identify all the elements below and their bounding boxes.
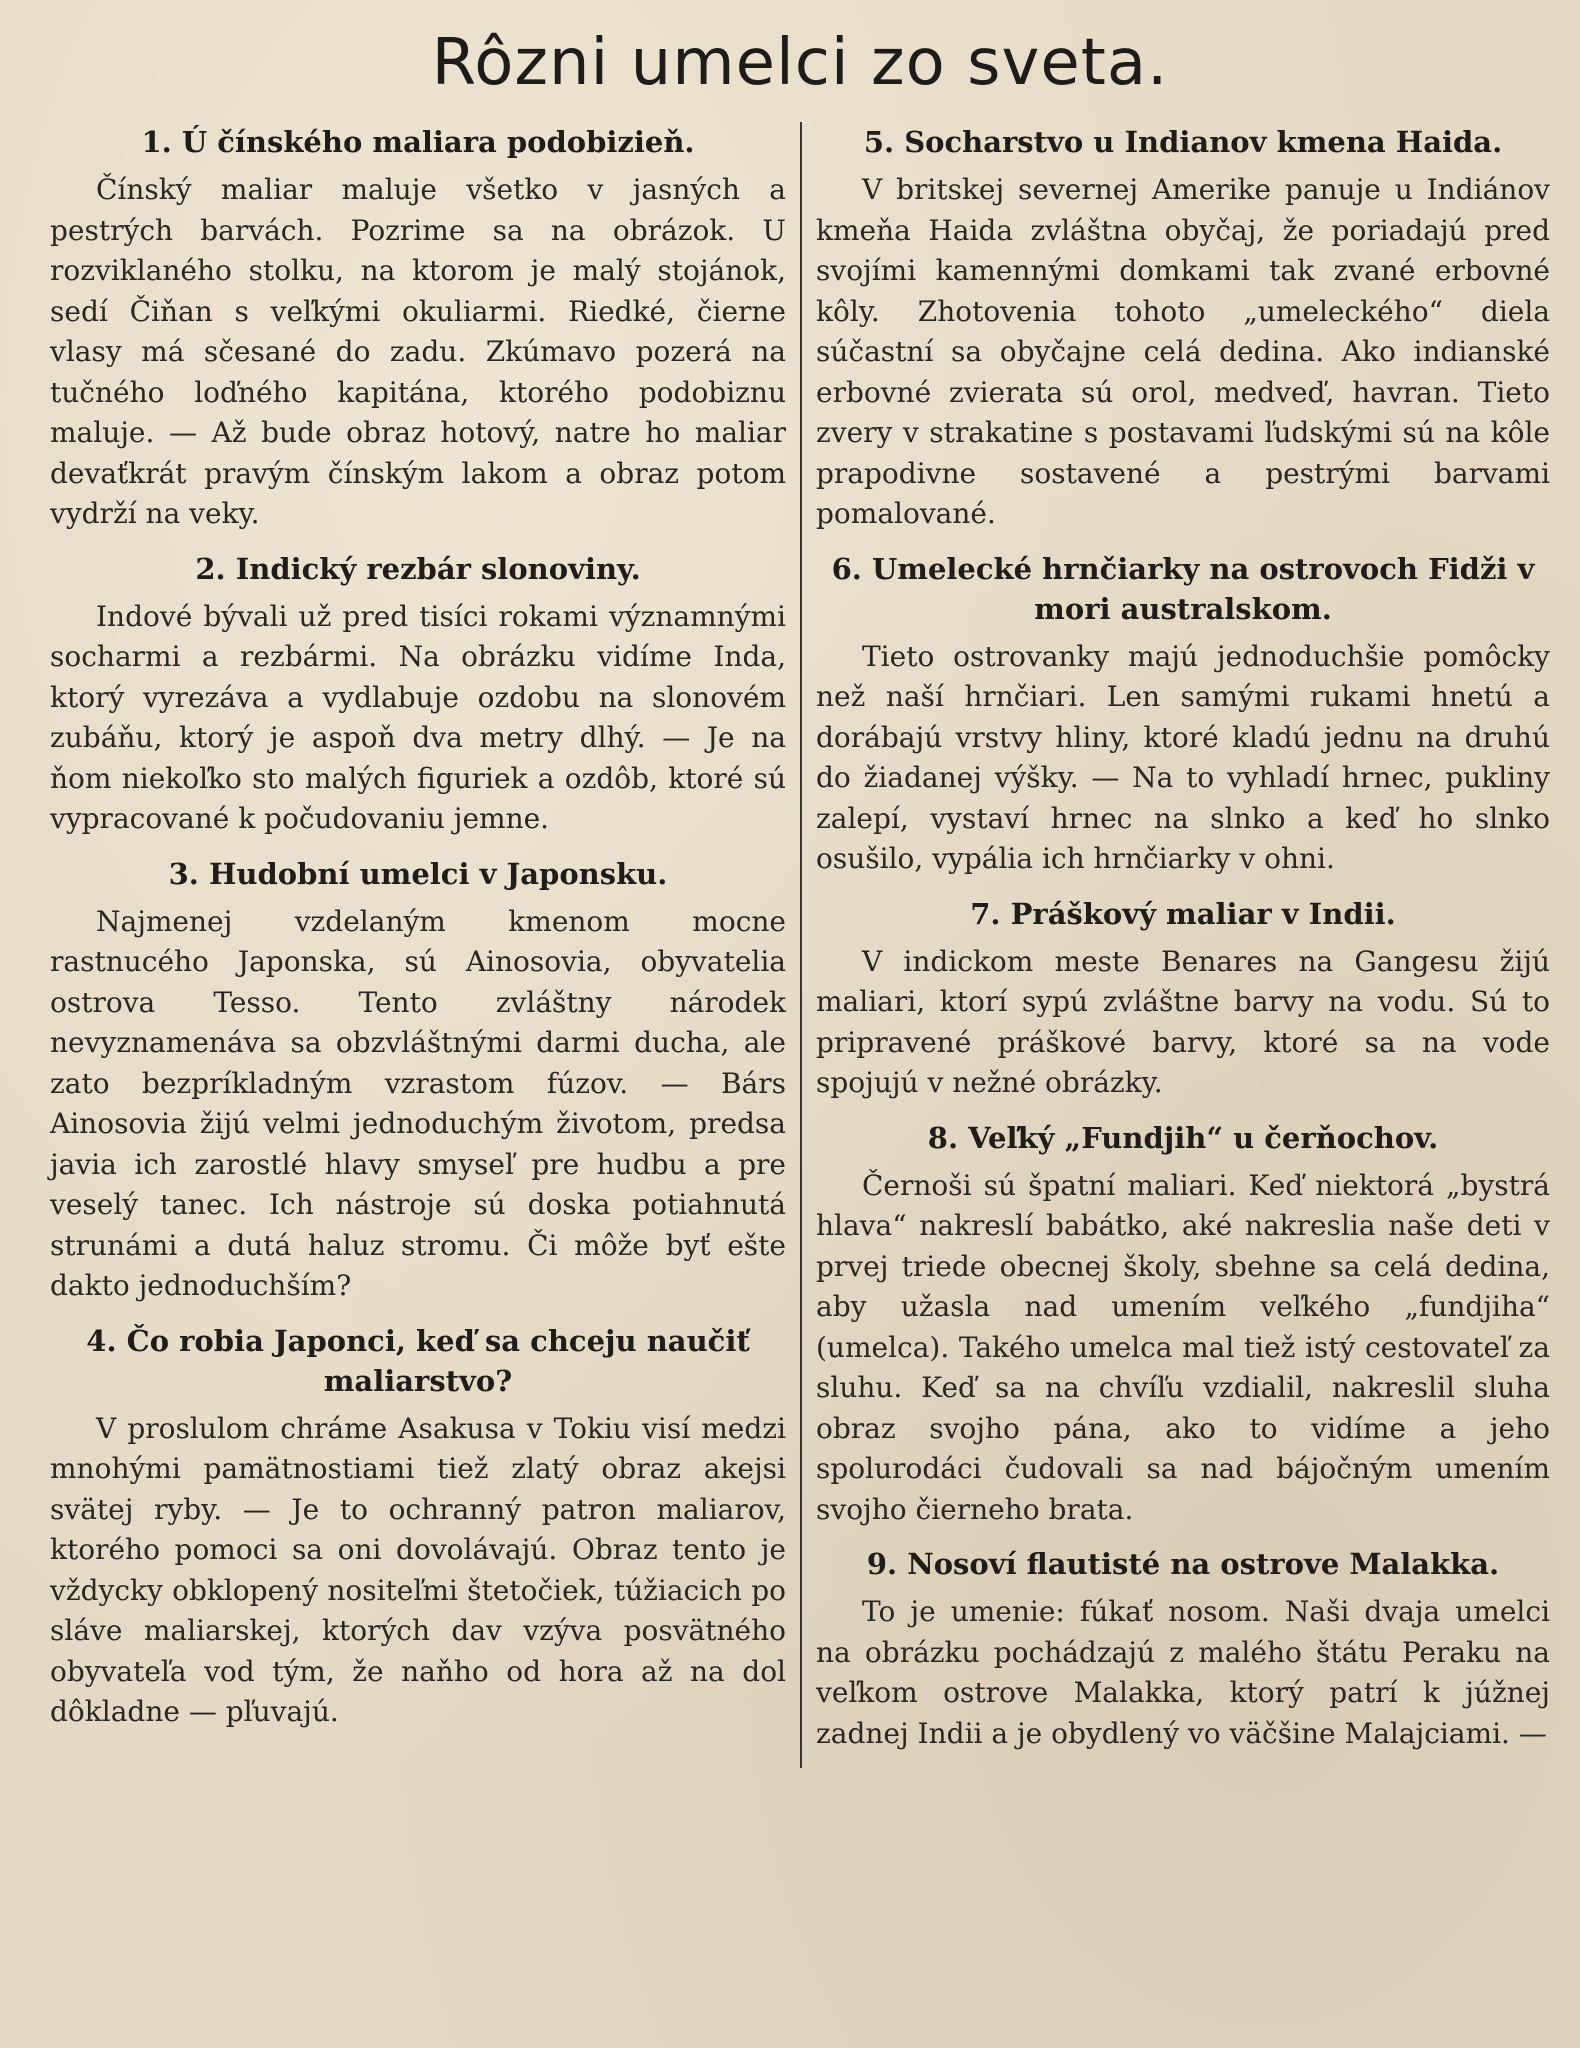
section-title: 2. Indický rezbár slonoviny. <box>195 551 641 586</box>
section-2 <box>50 549 786 840</box>
section-title: 7. Práškový maliar v Indii. <box>970 896 1396 931</box>
section-6 <box>816 549 1550 880</box>
section-1 <box>50 122 786 535</box>
right-column <box>800 122 1550 1768</box>
section-body: V proslulom chráme Asakusa v Tokiu visí medzi mnohými pamätnostiami tiež zlatý obraz akejsi svätej ryby. — Je to ochranný patron maliarov, ktorého pomoci sa oni dovolávajú. Obraz tento je vždycky obklopený nositeľmi štetočiek, túžiacich po sláve maliarskej, ktorých dav vzýva posvätného obyvateľa vod tým, že naňho od hora až na dol dôkladne — pľuvajú. <box>50 1411 786 1729</box>
section-title: 9. Nosoví flautisté na ostrove Malakka. <box>866 1547 1500 1582</box>
section-body: Najmenej vzdelaným kmenom mocne rastnucého Japonska, sú Ainosovia, obyvatelia ostrova Tesso. Tento zvláštny národek nevyznamenáva sa obzvláštnými darmi ducha, ale zato bezpríkladným vzrastom fúzov. — Bárs Ainosovia žijú velmi jednoduchým životom, predsa javia ich zarostlé hlavy smyseľ pre hudbu a pre veselý tanec. Ich nástroje sú doska potiahnutá strunámi a dutá haluz stromu. Či môže byť ešte dakto jednoduchším? <box>50 904 786 1303</box>
section-title: 8. Veľký „Fundjih“ u čerňochov. <box>927 1120 1439 1155</box>
left-column <box>50 122 800 1768</box>
section-title: 5. Socharstvo u Indianov kmena Haida. <box>863 125 1503 160</box>
article-columns <box>50 122 1550 1768</box>
section-4 <box>50 1321 786 1733</box>
section-3 <box>50 854 786 1307</box>
section-title: 4. Čo robia Japonci, keď sa chceju naučiť maliarstvo? <box>86 1323 750 1398</box>
section-body: V britskej severnej Amerike panuje u Indiánov kmeňa Haida zvláštna obyčaj, že poriadajú pred svojími kamennými domkami tak zvané erbovné kôly. Zhotovenia tohoto „umeleckého“ diela súčastní sa obyčajne celá dedina. Ako indianské erbovné zvierata sú orol, medveď, havran. Tieto zvery v strakatine s postavami ľudskými sú na kôle prapodivne sostavené a pestrými barvami pomalované. <box>816 173 1550 531</box>
section-body: V indickom meste Benares na Gangesu žijú maliari, ktorí sypú zvláštne barvy na vodu. Sú to pripravené práškové barvy, ktoré sa na vode spojujú v nežné obrázky. <box>816 944 1550 1100</box>
section-8 <box>816 1118 1550 1531</box>
section-9 <box>816 1544 1550 1754</box>
section-body: Tieto ostrovanky majú jednoduchšie pomôcky než naší hrnčiari. Len samými rukami hnetú a dorábajú vrstvy hliny, ktoré kladú jednu na druhú do žiadanej výšky. — Na to vyhladí hrnec, pukliny zalepí, vystaví hrnec na slnko a keď ho slnko osušilo, vypália ich hrnčiarky v ohni. <box>816 639 1550 876</box>
section-body: To je umenie: fúkať nosom. Naši dvaja umelci na obrázku pochádzajú z malého štátu Peraku na veľkom ostrove Malakka, ktorý patrí k júžnej zadnej Indii a je obydlený vo väčšine Malajciami. — <box>816 1595 1550 1750</box>
section-title: 6. Umelecké hrnčiarky na ostrovoch Fidži v mori australskom. <box>831 551 1535 626</box>
page-title: Rôzni umelci zo sveta. <box>431 26 1169 100</box>
section-body: Indové bývali už pred tisíci rokami významnými socharmi a rezbármi. Na obrázku vidíme Inda, ktorý vyrezáva a vydlabuje ozdobu na slonovém zubáňu, ktorý je aspoň dva metry dlhý. — Je na ňom niekoľko sto malých figuriek a ozdôb, ktoré sú vypracované k počudovaniu jemne. <box>50 599 786 836</box>
section-title: 3. Hudobní umelci v Japonsku. <box>168 856 668 891</box>
section-title: 1. Ú čínského maliara podobizieň. <box>141 125 695 160</box>
section-body: Čínský maliar maluje všetko v jasných a pestrých barvách. Pozrime sa na obrázok. U rozviklaného stolku, na ktorom je malý stojánok, sedí Čiňan s veľkými okuliarmi. Riedké, čierne vlasy má sčesané do zadu. Zkúmavo pozerá na tučného loďného kapitána, ktorého podobiznu maluje. — Až bude obraz hotový, natre ho maliar devaťkrát pravým čínským lakom a obraz potom vydrží na veky. <box>50 173 786 531</box>
section-5 <box>816 122 1550 535</box>
section-7 <box>816 894 1550 1104</box>
section-body: Černoši sú špatní maliari. Keď niektorá „bystrá hlava“ nakreslí babátko, aké nakreslia naše deti v prvej triede obecnej školy, sbehne sa celá dedina, aby užasla nad umením veľkého „fundjiha“ (umelca). Takého umelca mal tiež istý cestovateľ za sluhu. Keď sa na chvíľu vzdialil, nakreslil sluha obraz svojho pána, ako to vidíme a jeho spolurodáci čudovali sa nad bájočným umením svojho čierneho brata. <box>816 1168 1550 1526</box>
